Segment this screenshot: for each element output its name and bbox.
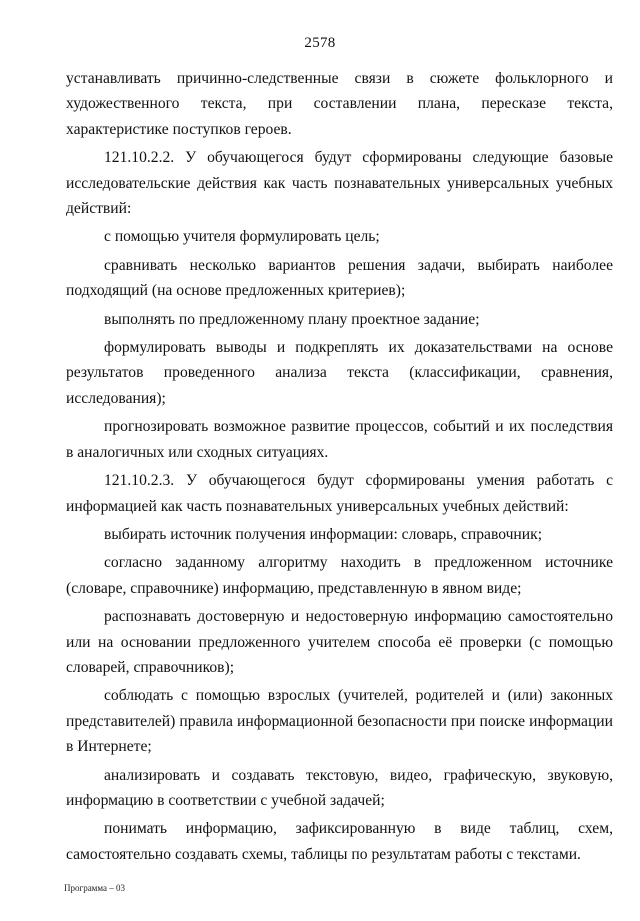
paragraph: 121.10.2.2. У обучающегося будут сформированы следующие базовые исследовательские действия как часть познавательных универсальных учебных действий: xyxy=(66,149,613,218)
paragraph: формулировать выводы и подкреплять их доказательствами на основе результатов проведенного анализа текста (классификации, сравнения, исследования); xyxy=(66,339,613,407)
paragraph: соблюдать с помощью взрослых (учителей, родителей и (или) законных представителей) правила информационной безопасности при поиске информации в Интернете; xyxy=(66,687,613,756)
paragraph: понимать информацию, зафиксированную в виде таблиц, схем, самостоятельно создавать схемы, таблицы по результатам работы с текстами. xyxy=(66,820,613,863)
paragraph: анализировать и создавать текстовую, видео, графическую, звуковую, информацию в соответствии с учебной задачей; xyxy=(66,766,613,809)
paragraph: распознавать достоверную и недостоверную информацию самостоятельно или на основании предложенного учителем способа её проверки (с помощью словарей, справочников); xyxy=(66,608,613,676)
paragraph: согласно заданному алгоритму находить в предложенном источнике (словаре, справочнике) информацию, представленную в явном виде; xyxy=(66,554,613,597)
paragraph: с помощью учителя формулировать цель; xyxy=(104,228,380,246)
page-body xyxy=(66,66,613,870)
paragraph: устанавливать причинно-следственные связи в сюжете фольклорного и художественного текста, при составлении плана, пересказе текста, характеристике поступков героев. xyxy=(66,70,613,138)
paragraph: 121.10.2.3. У обучающегося будут сформированы умения работать с информацией как часть познавательных универсальных учебных действий: xyxy=(66,472,613,515)
paragraph: выполнять по предложенному плану проектное задание; xyxy=(104,310,480,328)
page-number: 2578 xyxy=(304,35,336,51)
paragraph: прогнозировать возможное развитие процессов, событий и их последствия в аналогичных или сходных ситуациях. xyxy=(66,418,613,461)
paragraph: сравнивать несколько вариантов решения задачи, выбирать наиболее подходящий (на основе предложенных критериев); xyxy=(66,256,613,300)
footer-program-label: Программа – 03 xyxy=(64,883,126,893)
paragraph: выбирать источник получения информации: словарь, справочник; xyxy=(104,525,543,543)
